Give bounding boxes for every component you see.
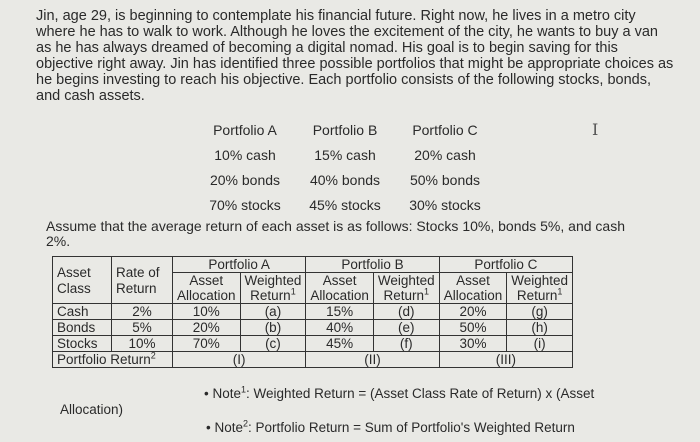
- allocation-cell: 45%: [306, 336, 374, 352]
- weighted-return-cell: (b): [240, 320, 306, 336]
- asset-alloc-header: Asset: [173, 273, 241, 289]
- portfolio-item: 20% bonds: [209, 172, 281, 188]
- portfolio-item: 50% bonds: [409, 172, 481, 188]
- note-1-continued: Allocation): [60, 402, 124, 417]
- intro-paragraph: Jin, age 29, is beginning to contemplate his financial future. Right now, he lives in a metro city where he has to walk to work. Although he loves the excitement of the city, he wants to buy a van as he has always dreamed of becoming a digital nomad. His goal is to begin saving for this objective right away. Jin has identified three possible portfolios that might be appropriate choices as he begins investing to reach his objective. Each portfolio consists of the following stocks, bonds, and cash assets.: [36, 8, 674, 104]
- weighted-return-cell: (d): [373, 304, 439, 320]
- table-row: [53, 336, 573, 352]
- footnote-marker: 1: [241, 384, 247, 395]
- weighted-header: Weighted: [507, 273, 573, 289]
- asset-cell: Cash: [53, 304, 112, 320]
- rate-cell: 5%: [112, 320, 173, 336]
- weighted-return-cell: (i): [507, 336, 573, 352]
- allocation-cell: 20%: [439, 304, 507, 320]
- weighted-return-cell: (a): [240, 304, 306, 320]
- allocation-header: Allocation: [439, 288, 507, 304]
- portfolio-a-return: (I): [173, 352, 306, 368]
- portfolio-header-row: [195, 122, 495, 147]
- returns-table: [52, 256, 573, 368]
- note-2: [206, 420, 575, 435]
- return-header: [507, 288, 573, 304]
- weighted-return-cell: (c): [240, 336, 306, 352]
- text-cursor-icon: I: [592, 120, 599, 139]
- portfolio-c-header: Portfolio C: [412, 122, 478, 138]
- weighted-return-cell: (f): [373, 336, 439, 352]
- asset-cell: Bonds: [53, 320, 112, 336]
- portfolio-return-label-cell: [53, 352, 173, 368]
- asset-alloc-header: Asset: [306, 273, 374, 289]
- portfolio-a-header: Portfolio A: [213, 122, 277, 138]
- return-header: [240, 288, 306, 304]
- portfolio-item: 20% cash: [414, 147, 476, 163]
- allocation-cell: 30%: [439, 336, 507, 352]
- weighted-header: Weighted: [373, 273, 439, 289]
- note-label: Note: [212, 386, 242, 401]
- footnote-marker: 1: [290, 286, 296, 297]
- asset-class-header: [53, 257, 112, 304]
- portfolio-c-col-header: Portfolio C: [439, 257, 572, 273]
- portfolio-c-return: (III): [439, 352, 572, 368]
- portfolio-list: [195, 122, 495, 222]
- portfolio-b-header: Portfolio B: [312, 122, 378, 138]
- rate-label: Rate of Return: [116, 265, 160, 296]
- allocation-cell: 50%: [439, 320, 507, 336]
- footnote-marker: 1: [424, 286, 430, 297]
- bullet: •: [204, 386, 209, 401]
- portfolio-return-label: Portfolio Return: [57, 352, 151, 367]
- allocation-header: Allocation: [173, 288, 241, 304]
- return-label: Return: [383, 288, 425, 303]
- note-text: : Portfolio Return = Sum of Portfolio's Weighted Return: [248, 420, 575, 435]
- allocation-cell: 15%: [306, 304, 374, 320]
- note-label: Note: [214, 420, 244, 435]
- footnote-marker: 2: [150, 350, 156, 361]
- portfolio-a-col-header: Portfolio A: [173, 257, 306, 273]
- portfolio-b-return: (II): [306, 352, 439, 368]
- portfolio-item: 15% cash: [314, 147, 376, 163]
- footnote-marker: 2: [243, 418, 249, 429]
- allocation-cell: 70%: [173, 336, 241, 352]
- note-1: [204, 386, 594, 401]
- weighted-return-cell: (e): [373, 320, 439, 336]
- rate-cell: 2%: [112, 304, 173, 320]
- portfolio-item: 10% cash: [214, 147, 276, 163]
- return-header: [373, 288, 439, 304]
- table-row: [53, 320, 573, 336]
- assumption-text: Assume that the average return of each asset is as follows: Stocks 10%, bonds 5%, and cash 2%.: [46, 218, 625, 249]
- note-text: : Weighted Return = (Asset Class Rate of Return) x (Asset: [246, 386, 595, 401]
- portfolio-cash-row: [195, 147, 495, 172]
- footnote-marker: 1: [557, 286, 563, 297]
- portfolio-b-col-header: Portfolio B: [306, 257, 439, 273]
- allocation-header: Allocation: [306, 288, 374, 304]
- table-header-row-1: [53, 257, 573, 273]
- portfolio-return-row: [53, 352, 573, 368]
- portfolio-item: 40% bonds: [309, 172, 381, 188]
- bullet: •: [206, 420, 211, 435]
- weighted-return-cell: (g): [507, 304, 573, 320]
- portfolio-item: 45% stocks: [309, 197, 381, 213]
- weighted-header: Weighted: [240, 273, 306, 289]
- rate-header: [112, 257, 173, 304]
- rate-cell: 10%: [112, 336, 173, 352]
- allocation-cell: 40%: [306, 320, 374, 336]
- table-row: [53, 304, 573, 320]
- asset-class-label: Asset Class: [57, 265, 91, 296]
- portfolio-item: 70% stocks: [209, 197, 281, 213]
- allocation-cell: 20%: [173, 320, 241, 336]
- return-label: Return: [250, 288, 291, 303]
- portfolio-bonds-row: [195, 172, 495, 197]
- asset-alloc-header: Asset: [439, 273, 507, 289]
- return-label: Return: [516, 288, 558, 303]
- asset-cell: Stocks: [53, 336, 112, 352]
- portfolio-item: 30% stocks: [409, 197, 481, 213]
- allocation-cell: 10%: [173, 304, 241, 320]
- weighted-return-cell: (h): [507, 320, 573, 336]
